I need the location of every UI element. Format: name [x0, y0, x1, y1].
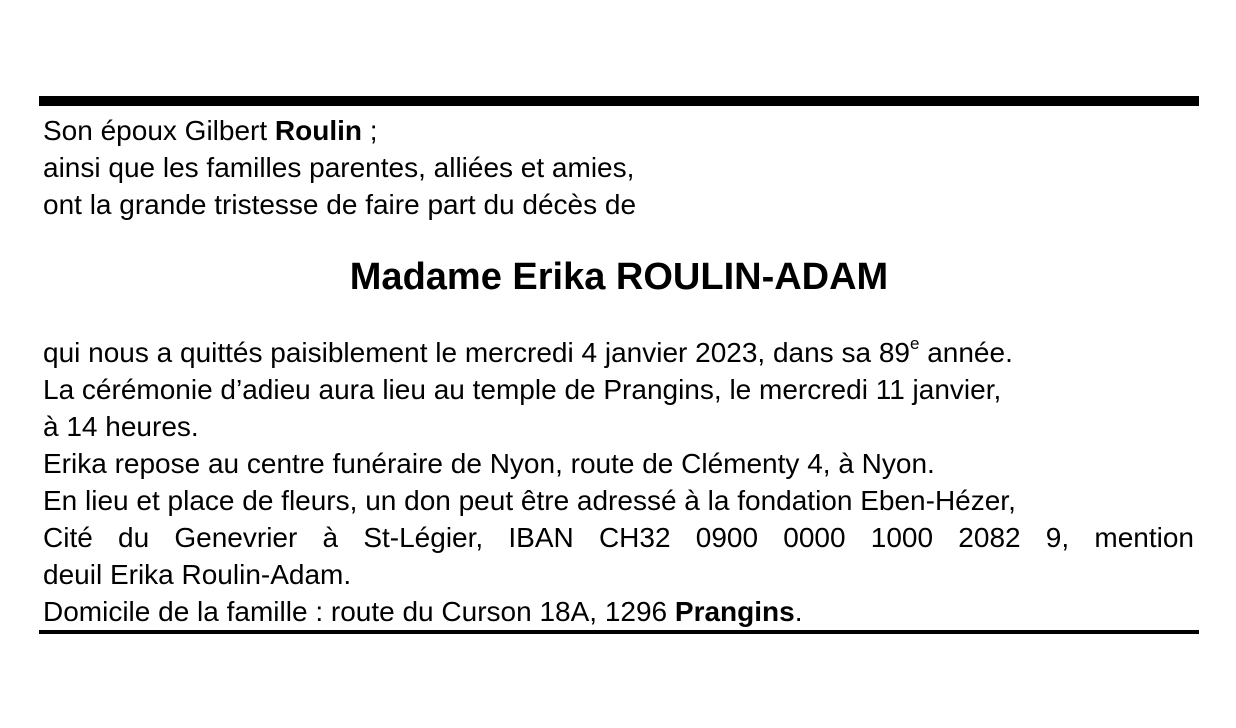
body-line-donation: En lieu et place de fleurs, un don peut être adressé à la fondation Eben-Hézer, [43, 485, 1016, 516]
body-line-time: à 14 heures. [43, 411, 199, 442]
body-line-date [43, 334, 1194, 371]
ordinal-superscript: e [909, 334, 920, 353]
domicile-text: Domicile de la famille : route du Curson 18A, 1296 [43, 596, 675, 627]
deceased-name: Madame Erika ROULIN-ADAM [349, 256, 889, 298]
intro-line-families: ainsi que les familles parentes, alliées et amies, [43, 152, 635, 183]
intro-line-announcement: ont la grande tristesse de faire part du décès de [43, 189, 637, 220]
body-line-mention: deuil Erika Roulin-Adam. [43, 559, 352, 590]
body-line-iban: Cité du Genevrier à St-Légier, IBAN CH32 0900 0000 1000 2082 9, mention [43, 522, 1194, 553]
date-text-end: année. [919, 337, 1013, 368]
notice-body [43, 334, 1194, 630]
intro-line-spouse [43, 112, 1193, 149]
spouse-text: Son époux Gilbert [43, 115, 275, 146]
body-line-ceremony: La cérémonie d’adieu aura lieu au temple de Prangins, le mercredi 11 janvier, [43, 374, 1002, 405]
date-text: qui nous a quittés paisiblement le mercredi 4 janvier 2023, dans sa 89 [43, 337, 910, 368]
domicile-punctuation: . [794, 596, 803, 627]
bottom-rule [39, 630, 1199, 634]
body-line-domicile [43, 593, 1194, 630]
spouse-surname: Roulin [274, 115, 363, 146]
domicile-town: Prangins [674, 596, 795, 627]
top-rule [39, 96, 1199, 106]
spouse-punctuation: ; [362, 115, 378, 146]
intro-paragraph [43, 112, 1193, 223]
body-line-repose: Erika repose au centre funéraire de Nyon, route de Clémenty 4, à Nyon. [43, 448, 935, 479]
